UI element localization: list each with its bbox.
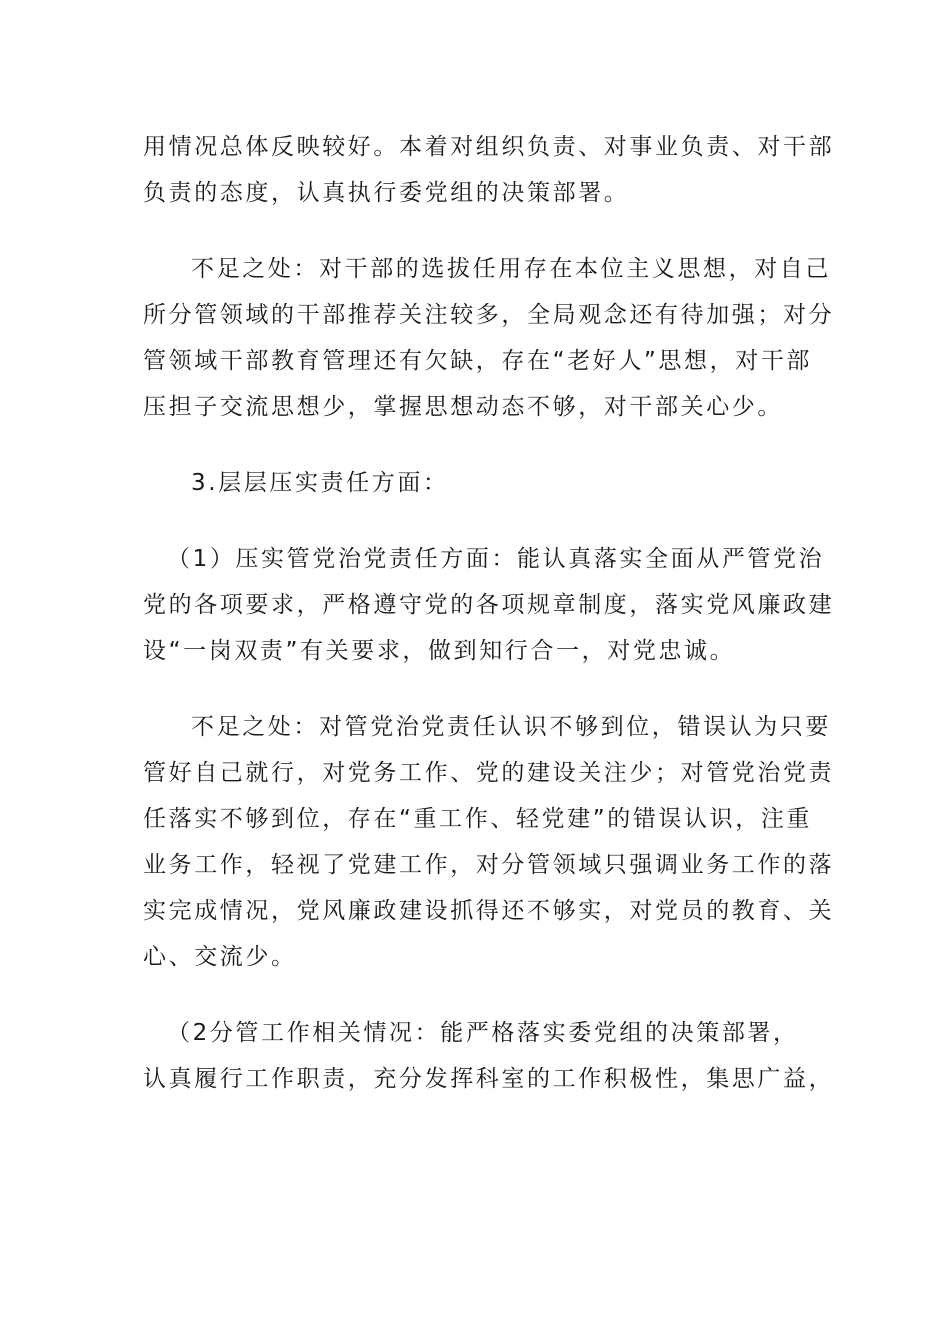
text-line: 用情况总体反映较好。本着对组织负责、对事业负责、对干部 (143, 134, 835, 160)
text-line: 实完成情况，党风廉政建设抓得还不够实，对党员的教育、关 (143, 898, 835, 924)
text-line: 不足之处：对管党治党责任认识不够到位，错误认为只要 (191, 714, 831, 740)
paragraph-continuation (143, 124, 835, 216)
text-line: 业务工作，轻视了党建工作，对分管领域只强调业务工作的落 (143, 852, 835, 878)
text-line: 认真履行工作职责，充分发挥科室的工作积极性，集思广益， (143, 1066, 835, 1092)
section-heading-3 (143, 460, 802, 506)
text-line: 任落实不够到位，存在“重工作、轻党建”的错误认识，注重 (143, 806, 813, 832)
text-line: 负责的态度，认真执行委党组的决策部署。 (143, 180, 630, 206)
text-line: 所分管领域的干部推荐关注较多，全局观念还有待加强；对分 (143, 302, 835, 328)
text-line: 设“一岗双责”有关要求，做到知行合一，对党忠诚。 (143, 638, 736, 664)
text-line: 压担子交流思想少，掌握思想动态不够，对干部关心少。 (143, 394, 783, 420)
text-line: 党的各项要求，严格遵守党的各项规章制度，落实党风廉政建 (143, 592, 835, 618)
text-line: 不足之处：对干部的选拔任用存在本位主义思想，对自己 (191, 256, 831, 282)
text-line: （2分管工作相关情况：能严格落实委党组的决策部署， (167, 1020, 799, 1046)
text-line: 心、交流少。 (143, 944, 297, 970)
text-line: （1）压实管党治党责任方面：能认真落实全面从严管党治 (167, 546, 825, 572)
text-line: 3.层层压实责任方面： (191, 470, 449, 496)
text-line: 管领域干部教育管理还有欠缺，存在“老好人”思想，对干部 (143, 348, 813, 374)
paragraph-shortcomings-1 (143, 246, 835, 430)
text-line: 管好自己就行，对党务工作、党的建设关注少；对管党治党责 (143, 760, 835, 786)
paragraph-shortcomings-2 (143, 704, 835, 980)
paragraph-item-1 (143, 536, 835, 674)
paragraph-item-2 (143, 1010, 835, 1102)
